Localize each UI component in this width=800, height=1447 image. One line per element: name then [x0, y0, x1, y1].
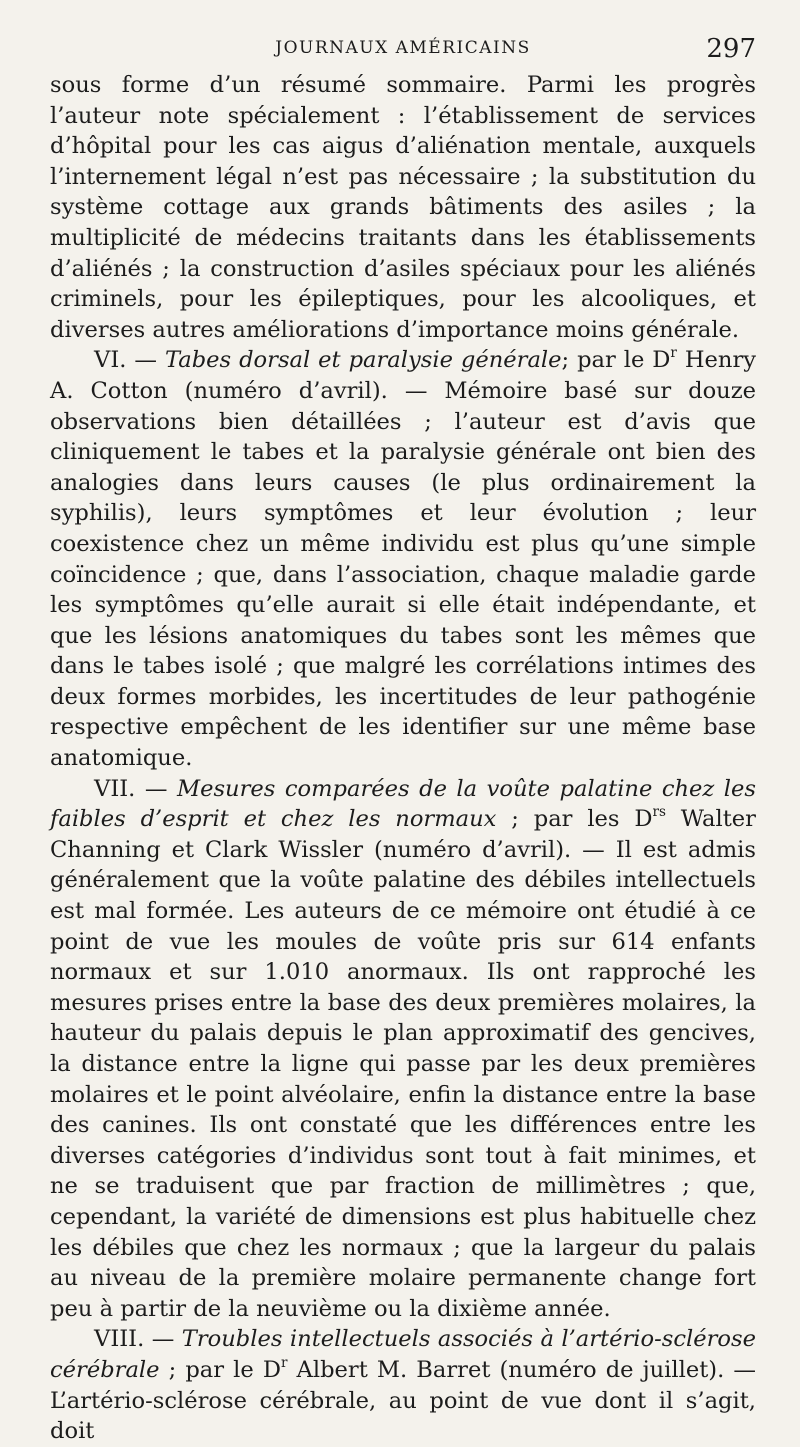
section-title: Mesures comparées de la voûte palatine chez les faibles d’esprit et chez les normaux	[50, 775, 756, 833]
section-body: L’artério-sclérose cérébrale, au point de vue dont il s’agit, doit	[50, 1387, 756, 1445]
section-author-prefix: ; par les D	[496, 806, 653, 833]
page-number: 297	[706, 34, 756, 64]
section-numeral: VII.	[94, 775, 136, 802]
section-dash: —	[151, 1326, 175, 1353]
section-author: Walter Channing et Clark Wissler (numéro d’avril). —	[50, 806, 756, 863]
section-dash: —	[144, 775, 168, 802]
section-numeral: VI.	[94, 347, 127, 374]
intro-paragraph: sous forme d’un résumé sommaire. Parmi les progrès l’auteur note spécialement : l’établissement de services d’hôpital pour les cas aigus d’aliénation mentale, auxquels l’internement légal n’est pas nécessaire ; la substitution du système cottage aux grands bâtiments des asiles ; la multiplicité de médecins traitants dans les établissements d’aliénés ; la construction d’asiles spéciaux pour les aliénés criminels, pour les épileptiques, pour les alcooliques, et diverses autres améliorations d’importance moins générale.	[50, 72, 756, 343]
section-author-prefix: ; par le D	[561, 347, 671, 374]
section-vii	[50, 774, 756, 1325]
section-author-prefix: ; par le D	[159, 1356, 281, 1383]
section-title-superscript: rs	[652, 804, 666, 821]
running-title: JOURNAUX AMÉRICAINS	[275, 38, 531, 58]
section-body: Il est admis généralement que la voûte palatine des débiles intellectuels est mal formée. Les auteurs de ce mémoire ont étudié à ce point de vue les moules de voûte pris sur 614 enfants normaux et sur 1.010 anormaux. Ils ont rapproché les mesures prises entre la base des deux premières molaires, la hauteur du palais depuis le plan approximatif des gencives, la distance entre la ligne qui passe par les deux premières molaires et le point alvéolaire, enfin la distance entre la base des canines. Ils ont constaté que les différences entre les diverses catégories d’individus sont tout à fait minimes, et ne se traduisent que par fraction de millimètres ; que, cependant, la variété de dimensions est plus habituelle chez les débiles que chez les normaux ; que la largeur du palais au niveau de la première molaire permanente change fort peu à partir de la neuvième ou la dixième année.	[50, 836, 756, 1322]
section-dash: —	[134, 347, 157, 374]
section-title-superscript: r	[670, 345, 677, 362]
section-title-superscript: r	[280, 1354, 288, 1371]
section-body: Mémoire basé sur douze observations bien détaillées ; l’auteur est d’avis que cliniquement le tabes et la paralysie générale ont bien des analogies dans leurs causes (le plus ordinairement la syphilis), leurs symptômes et leur évolution ; leur coexistence chez un même individu est plus qu’une simple coïncidence ; que, dans l’association, chaque maladie garde les symptômes qu’elle aurait si elle était indépendante, et que les lésions anatomiques du tabes sont les mêmes que dans le tabes isolé ; que malgré les corrélations intimes des deux formes morbides, les incertitudes de leur pathogénie respective empêchent de les identifier sur une même base anatomique.	[50, 377, 756, 772]
section-title: Tabes dorsal et paralysie générale	[164, 347, 562, 374]
section-author: Albert M. Barret (numéro de juillet). —	[287, 1356, 756, 1383]
section-numeral: VIII.	[94, 1326, 145, 1353]
section-title: Troubles intellectuels associés à l’artério-sclérose cérébrale	[50, 1326, 756, 1383]
body-text	[50, 70, 756, 1447]
section-author: Henry A. Cotton (numéro d’avril). —	[50, 347, 757, 404]
section-viii	[50, 1324, 756, 1446]
page-header	[50, 34, 756, 68]
section-vi	[50, 345, 756, 773]
